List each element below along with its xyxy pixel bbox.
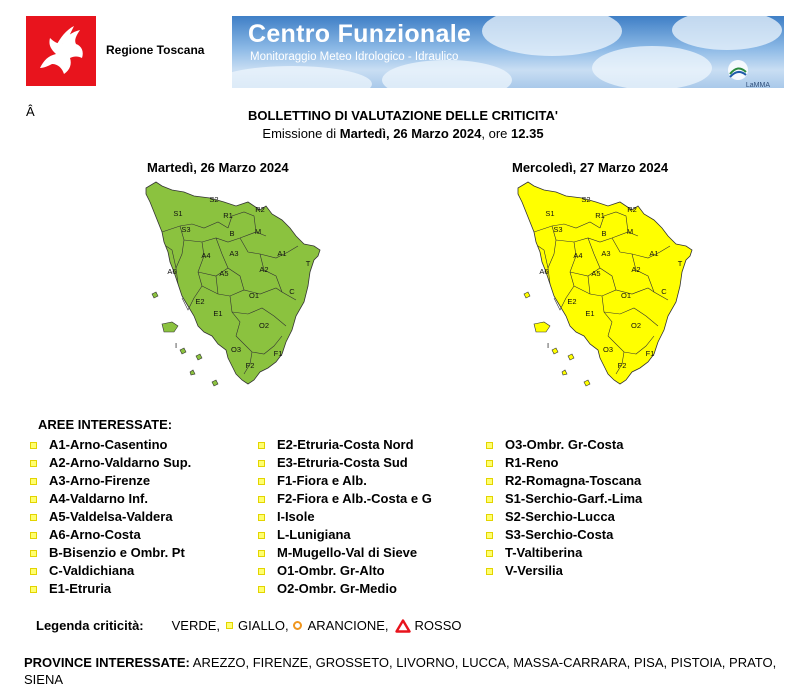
island-shape	[584, 380, 590, 386]
area-item	[486, 562, 642, 580]
map-area-label: F2	[245, 361, 255, 370]
area-label: A3-Arno-Firenze	[49, 473, 151, 488]
area-item	[486, 490, 642, 508]
giallo-square-icon	[30, 586, 37, 593]
map-area-label: A4	[573, 251, 583, 260]
giallo-square-icon	[486, 550, 493, 557]
areas-column-2	[258, 436, 432, 598]
map-area-label: F2	[617, 361, 627, 370]
giallo-square-icon	[30, 550, 37, 557]
island-shape	[524, 292, 530, 298]
island-shape	[562, 370, 567, 375]
area-label: S1-Serchio-Garf.-Lima	[505, 491, 643, 506]
map-area-label: A1	[277, 249, 287, 258]
map-area-label: O2	[630, 321, 642, 330]
giallo-square-icon	[226, 622, 233, 629]
legend-arancione: ARANCIONE,	[307, 618, 389, 633]
arancione-circle-icon	[293, 621, 302, 630]
area-label: A2-Arno-Valdarno Sup.	[49, 455, 192, 470]
map-area-label: A4	[201, 251, 211, 260]
area-item	[30, 580, 191, 598]
map-area-label: S3	[181, 225, 191, 234]
emission-date: Martedì, 26 Marzo 2024	[339, 126, 482, 141]
area-item	[30, 436, 191, 454]
area-label: E1-Etruria	[49, 581, 112, 596]
legend-rosso: ROSSO	[414, 618, 462, 633]
area-label: V-Versilia	[505, 563, 563, 578]
area-label: B-Bisenzio e Ombr. Pt	[49, 545, 185, 560]
day-label-tomorrow: Mercoledì, 27 Marzo 2024	[512, 160, 669, 175]
area-item	[486, 526, 642, 544]
island-shape	[190, 370, 195, 375]
criticality-map-tomorrow	[504, 176, 704, 391]
area-item	[258, 454, 432, 472]
island-shape	[152, 292, 158, 298]
map-area-label: O3	[230, 345, 242, 354]
area-label: A5-Valdelsa-Valdera	[49, 509, 173, 524]
island-shape	[162, 322, 178, 332]
area-item	[258, 526, 432, 544]
legend-verde: VERDE,	[171, 618, 221, 633]
rosso-triangle-icon	[395, 619, 411, 633]
map-area-label: F1	[273, 349, 283, 358]
areas-column-1	[30, 436, 191, 598]
map-area-label: O3	[602, 345, 614, 354]
giallo-square-icon	[258, 496, 265, 503]
emission-line	[0, 126, 806, 141]
map-area-label: A6	[539, 267, 549, 276]
map-area-label: B	[601, 229, 607, 238]
map-area-label: C	[289, 287, 295, 296]
areas-heading: AREE INTERESSATE:	[38, 417, 173, 432]
map-area-label: A3	[229, 249, 239, 258]
area-label: A1-Arno-Casentino	[49, 437, 168, 452]
area-label: T-Valtiberina	[505, 545, 583, 560]
area-item	[258, 562, 432, 580]
banner-title: Centro Funzionale	[248, 20, 472, 48]
giallo-square-icon	[486, 514, 493, 521]
giallo-square-icon	[258, 460, 265, 467]
map-area-label: S2	[581, 195, 591, 204]
map-area-label: S3	[553, 225, 563, 234]
area-label: M-Mugello-Val di Sieve	[277, 545, 418, 560]
area-label: S3-Serchio-Costa	[505, 527, 614, 542]
area-label: A4-Valdarno Inf.	[49, 491, 148, 506]
area-label: E3-Etruria-Costa Sud	[277, 455, 408, 470]
map-area-label: O2	[258, 321, 270, 330]
map-area-label: S2	[209, 195, 219, 204]
criticality-map-today	[132, 176, 332, 391]
area-label: O1-Ombr. Gr-Alto	[277, 563, 385, 578]
area-item	[30, 472, 191, 490]
map-area-label: A6	[167, 267, 177, 276]
giallo-square-icon	[486, 478, 493, 485]
area-item	[486, 508, 642, 526]
island-shape	[196, 354, 202, 360]
area-item	[30, 544, 191, 562]
stray-glyph: Â	[26, 104, 35, 119]
region-name: Regione Toscana	[106, 43, 205, 57]
island-shape	[552, 348, 558, 354]
area-item	[30, 454, 191, 472]
giallo-square-icon	[258, 568, 265, 575]
legend	[36, 618, 462, 633]
area-label: F2-Fiora e Alb.-Costa e G	[277, 491, 432, 506]
island-shape	[568, 354, 574, 360]
map-area-label: E1	[585, 309, 595, 318]
area-item	[258, 472, 432, 490]
giallo-square-icon	[258, 586, 265, 593]
area-item	[486, 436, 642, 454]
area-item	[30, 508, 191, 526]
map-area-label: B	[229, 229, 235, 238]
banner-subtitle: Monitoraggio Meteo Idrologico - Idraulico	[250, 51, 459, 63]
map-area-label: E2	[567, 297, 577, 306]
giallo-square-icon	[258, 442, 265, 449]
area-item	[258, 508, 432, 526]
giallo-square-icon	[486, 532, 493, 539]
area-label: C-Valdichiana	[49, 563, 135, 578]
area-label: R2-Romagna-Toscana	[505, 473, 642, 488]
area-item	[486, 472, 642, 490]
area-item	[30, 526, 191, 544]
provinces-list: AREZZO, FIRENZE, GROSSETO, LIVORNO, LUCCA, MASSA-CARRARA, PISA, PISTOIA, PRATO, SIENA	[24, 655, 777, 687]
map-area-label: S1	[545, 209, 555, 218]
area-item	[486, 544, 642, 562]
map-area-label: R2	[255, 205, 265, 214]
map-area-label: R1	[595, 211, 605, 220]
giallo-square-icon	[258, 550, 265, 557]
emission-time: 12.35	[511, 126, 544, 141]
area-label: L-Lunigiana	[277, 527, 351, 542]
area-label: O2-Ombr. Gr-Medio	[277, 581, 397, 596]
map-area-label: M	[254, 227, 262, 236]
island-shape	[180, 348, 186, 354]
bulletin-title: BOLLETTINO DI VALUTAZIONE DELLE CRITICITA'	[247, 108, 558, 123]
areas-column-3	[486, 436, 642, 580]
giallo-square-icon	[258, 478, 265, 485]
area-label: I-Isole	[277, 509, 315, 524]
map-area-label: I	[174, 341, 178, 350]
day-label-today: Martedì, 26 Marzo 2024	[147, 160, 289, 175]
area-item	[30, 562, 191, 580]
centro-funzionale-banner	[232, 16, 784, 88]
giallo-square-icon	[30, 532, 37, 539]
map-area-label: R1	[223, 211, 233, 220]
map-area-label: O1	[620, 291, 632, 300]
legend-label: Legenda criticità:	[36, 618, 144, 633]
legend-giallo: GIALLO,	[238, 618, 289, 633]
area-label: A6-Arno-Costa	[49, 527, 141, 542]
island-shape	[534, 322, 550, 332]
map-area-label: C	[661, 287, 667, 296]
giallo-square-icon	[486, 442, 493, 449]
giallo-square-icon	[30, 514, 37, 521]
lamma-logo-icon	[724, 58, 774, 84]
map-area-label: E2	[195, 297, 205, 306]
map-area-label: O1	[248, 291, 260, 300]
provinces-line	[24, 654, 784, 688]
map-area-label: A2	[259, 265, 269, 274]
map-area-label: I	[546, 341, 550, 350]
area-item	[258, 580, 432, 598]
area-label: F1-Fiora e Alb.	[277, 473, 367, 488]
map-area-label: E1	[213, 309, 223, 318]
map-area-label: T	[305, 259, 311, 268]
giallo-square-icon	[486, 460, 493, 467]
area-item	[258, 490, 432, 508]
giallo-square-icon	[258, 514, 265, 521]
area-label: O3-Ombr. Gr-Costa	[505, 437, 624, 452]
regione-toscana-logo	[26, 16, 96, 86]
giallo-square-icon	[486, 568, 493, 575]
giallo-square-icon	[30, 442, 37, 449]
map-area-label: T	[677, 259, 683, 268]
area-item	[258, 436, 432, 454]
area-item	[486, 454, 642, 472]
giallo-square-icon	[30, 478, 37, 485]
provinces-label: PROVINCE INTERESSATE:	[24, 655, 190, 670]
map-area-label: A5	[219, 269, 229, 278]
area-label: R1-Reno	[505, 455, 559, 470]
lamma-label: LaMMA	[745, 82, 770, 88]
emission-prefix: Emissione di	[262, 126, 337, 141]
area-label: E2-Etruria-Costa Nord	[277, 437, 414, 452]
island-shape	[212, 380, 218, 386]
map-area-label: M	[626, 227, 634, 236]
giallo-square-icon	[30, 496, 37, 503]
giallo-square-icon	[258, 532, 265, 539]
map-area-label: F1	[645, 349, 655, 358]
giallo-square-icon	[30, 460, 37, 467]
area-item	[258, 544, 432, 562]
area-label: S2-Serchio-Lucca	[505, 509, 615, 524]
map-area-label: A1	[649, 249, 659, 258]
map-area-label: S1	[173, 209, 183, 218]
giallo-square-icon	[30, 568, 37, 575]
map-area-label: A3	[601, 249, 611, 258]
map-area-label: A5	[591, 269, 601, 278]
area-item	[30, 490, 191, 508]
giallo-square-icon	[486, 496, 493, 503]
map-area-label: R2	[627, 205, 637, 214]
pegasus-icon	[26, 16, 96, 86]
map-area-label: A2	[631, 265, 641, 274]
emission-time-prefix: , ore	[481, 126, 508, 141]
